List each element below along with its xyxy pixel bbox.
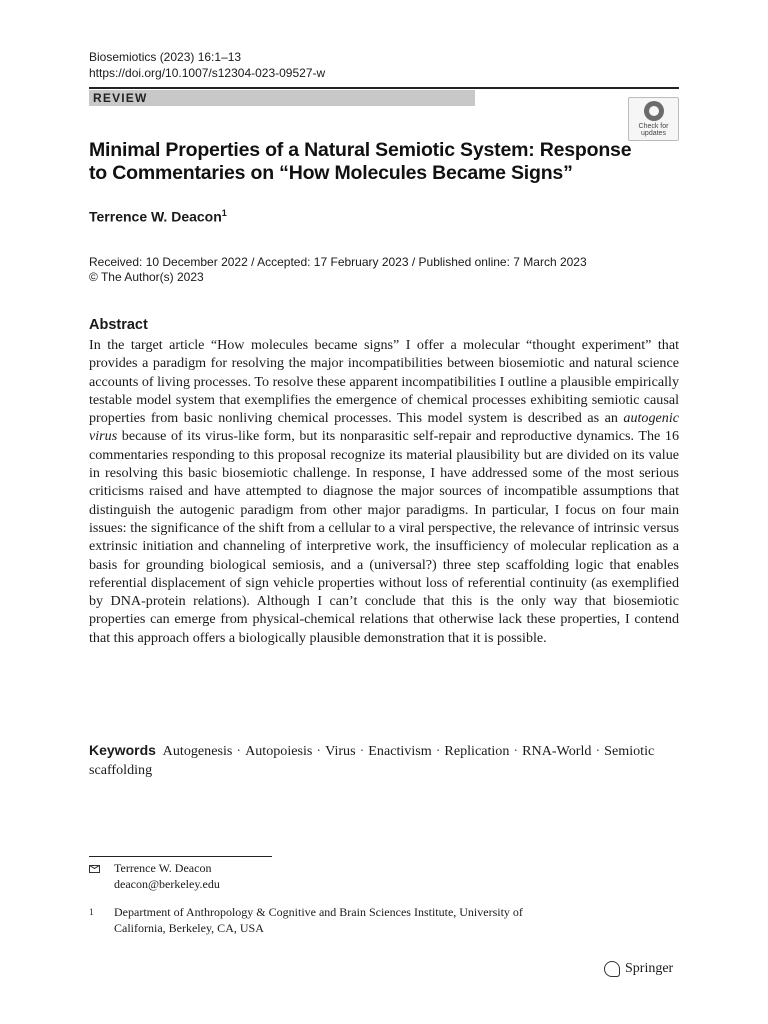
check-updates-label: Check for updates	[638, 123, 669, 137]
date-history: Received: 10 December 2022 / Accepted: 17 February 2023 / Published online: 7 March 2023	[89, 255, 587, 269]
keyword: Semiotic scaffolding	[89, 743, 655, 778]
keyword: Autopoiesis	[245, 743, 313, 759]
keyword-separator: ·	[236, 743, 242, 759]
affiliation-number: 1	[89, 907, 94, 917]
contact-name: Terrence W. Deacon	[114, 861, 212, 875]
footnote-rule	[89, 856, 272, 857]
contact-footnote	[89, 860, 649, 892]
keyword: Autogenesis	[162, 743, 233, 759]
keyword-separator: ·	[316, 743, 322, 759]
journal-info	[89, 49, 325, 81]
section-label: REVIEW	[89, 90, 475, 106]
keyword: Enactivism	[368, 743, 432, 759]
header-rule	[89, 87, 679, 89]
journal-citation: Biosemiotics (2023) 16:1–13	[89, 50, 242, 64]
affiliation-line: California, Berkeley, CA, USA	[114, 921, 264, 935]
keyword: RNA-World	[522, 743, 592, 759]
abstract-emphasis: autogenic virus	[89, 410, 679, 445]
copyright: © The Author(s) 2023	[89, 270, 204, 284]
envelope-icon	[89, 865, 100, 873]
doi-link[interactable]: https://doi.org/10.1007/s12304-023-09527-w	[89, 66, 326, 80]
keyword-separator: ·	[513, 743, 519, 759]
publication-dates	[89, 255, 587, 285]
contact-email[interactable]: deacon@berkeley.edu	[114, 877, 220, 891]
keyword-list	[89, 743, 654, 778]
keyword-separator: ·	[595, 743, 601, 759]
affiliation-line: Department of Anthropology & Cognitive and Brain Sciences Institute, University of	[114, 905, 523, 919]
affiliation-mark: 1	[221, 208, 227, 218]
keyword-separator: ·	[435, 743, 441, 759]
keyword-separator: ·	[359, 743, 365, 759]
affiliation-footnote	[89, 904, 649, 936]
author-name: Terrence W. Deacon	[89, 208, 222, 225]
abstract-body: In the target article “How molecules became signs” I offer a molecular “thought experiment” that provides a paradigm for resolving the major incompatibilities between biosemiotic and natural science accounts of living processes. To resolve these apparent incompatibilities I outline a plausible empirically testable model system that exemplifies the emergence of chemical processes exhibiting semiotic causal properties from basic nonliving chemical processes. This model system is described as an autogenic virus because of its virus-like form, but its nonparasitic self-repair and reproductive dynamics. The 16 commentaries responding to this proposal recognize its material plausibility but are divided on its value in resolving this basic biosemiotic challenge. In response, I have addressed some of the most serious criticisms raised and have attempted to diagnose the major sources of incompatible assumptions that distinguish the autogenic paradigm from other major paradigms. In particular, I focus on four main issues: the significance of the shift from a cellular to a viral perspective, the relevance of intrinsic versus extrinsic initiation and channeling of interpretive work, the insufficiency of molecular replication as a basis for grounding biological semiosis, and a (universal?) three step scaffolding logic that enables referential displacement of sign vehicle properties without loss of referential continuity (as exemplified by DNA-protein relations). Although I can’t conclude that this is the only way that biosemiotic properties can emerge from physical-chemical relations that otherwise lack these properties, I contend that this approach offers a biologically plausible demonstration that it is possible.	[89, 337, 679, 646]
publisher-logo	[604, 961, 673, 977]
keyword: Replication	[444, 743, 510, 759]
keyword: Virus	[325, 743, 356, 759]
update-badge-icon	[644, 101, 664, 121]
abstract-heading: Abstract	[89, 317, 148, 333]
footnotes	[89, 860, 649, 936]
springer-horse-icon	[604, 961, 620, 977]
author-line	[89, 208, 227, 225]
check-for-updates-button[interactable]	[628, 97, 679, 141]
publisher-name: Springer	[625, 961, 674, 976]
article-title: Minimal Properties of a Natural Semiotic System: Response to Commentaries on “How Molecules Became Signs”	[89, 139, 632, 184]
keywords	[89, 741, 679, 780]
keywords-label: Keywords	[89, 742, 156, 758]
